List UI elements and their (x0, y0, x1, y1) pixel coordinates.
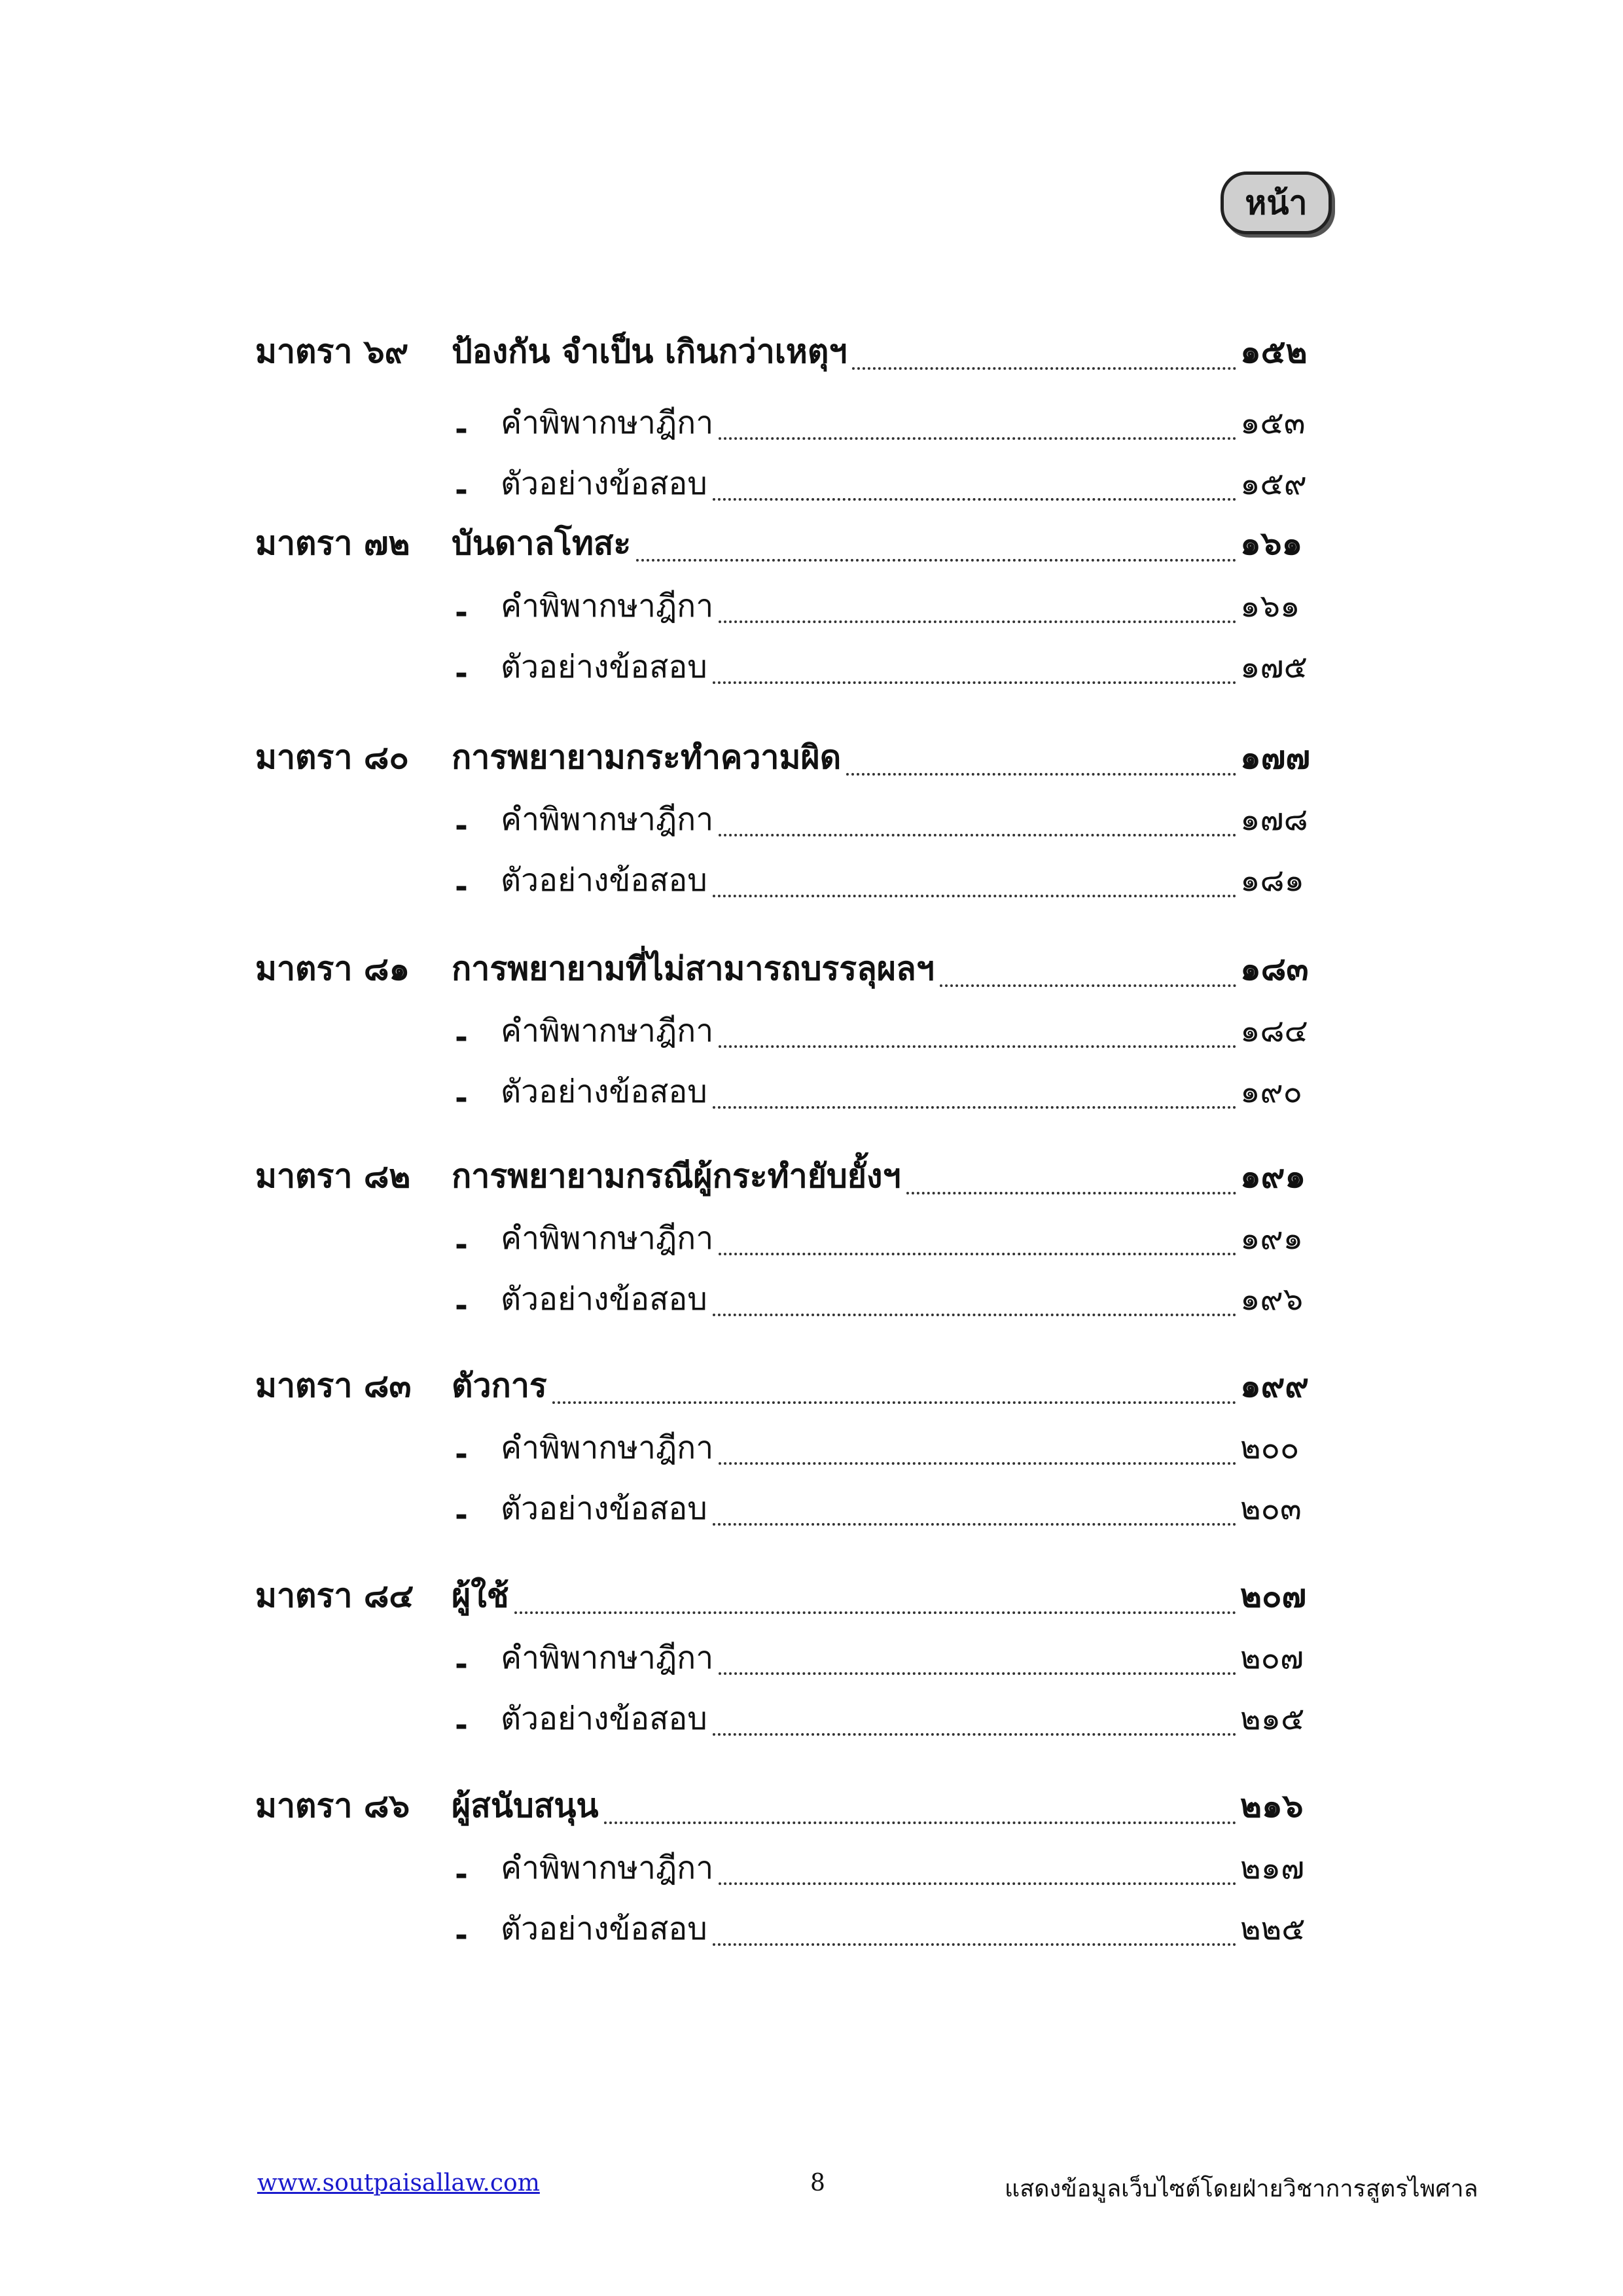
dot-leader (719, 1045, 1236, 1048)
bullet-dash: - (455, 1227, 468, 1263)
toc-section-row (255, 331, 1322, 378)
dot-leader (713, 681, 1236, 684)
dot-leader (552, 1401, 1236, 1404)
subitem-title: ตัวอย่างข้อสอบ (501, 1281, 707, 1318)
toc-section-row (255, 1785, 1322, 1832)
subitem-page-number: ๑๘๑ (1240, 862, 1304, 899)
section-title: บันดาลโทสะ (452, 524, 632, 562)
dot-leader (719, 1882, 1236, 1885)
toc-section-row (255, 522, 1322, 569)
bullet-dash: - (455, 1856, 468, 1893)
dot-leader (713, 1943, 1236, 1946)
dot-leader (719, 834, 1236, 836)
footer-credit: แสดงข้อมูลเว็บไซต์โดยฝ่ายวิชาการสูตรไพศาล (1005, 2176, 1478, 2202)
subitem-title: ตัวอย่างข้อสอบ (501, 862, 707, 899)
dot-leader (719, 620, 1236, 623)
section-page-number: ๑๖๑ (1240, 524, 1303, 562)
toc-subitem-row (255, 461, 1322, 509)
subitem-page-number: ๒๐๐ (1240, 1429, 1300, 1466)
section-page-number: ๑๙๙ (1240, 1367, 1309, 1405)
section-title: ผู้ใช้ (452, 1577, 509, 1615)
dot-leader (713, 1733, 1236, 1736)
subitem-title: ตัวอย่างข้อสอบ (501, 465, 707, 502)
toc-subitem-row (255, 797, 1322, 844)
bullet-dash: - (455, 1287, 468, 1324)
bullet-dash: - (455, 869, 468, 905)
bullet-dash: - (455, 1707, 468, 1744)
subitem-page-number: ๑๕๙ (1240, 465, 1307, 502)
dot-leader (713, 1523, 1236, 1526)
section-label: มาตรา ๘๓ (255, 1367, 412, 1405)
dot-leader (719, 1672, 1236, 1675)
subitem-title: ตัวอย่างข้อสอบ (501, 649, 707, 685)
subitem-page-number: ๑๗๘ (1240, 801, 1308, 838)
toc-subitem-row (255, 858, 1322, 905)
bullet-dash: - (455, 655, 468, 692)
subitem-title: คำพิพากษาฎีกา (501, 404, 714, 441)
dot-leader (719, 437, 1236, 440)
section-title: ผู้สนับสนุน (452, 1787, 599, 1825)
bullet-dash: - (455, 1646, 468, 1683)
toc-subitem-row (255, 1696, 1322, 1744)
bullet-dash: - (455, 1080, 468, 1117)
subitem-title: ตัวอย่างข้อสอบ (501, 1700, 707, 1737)
dot-leader (713, 1314, 1236, 1316)
subitem-title: คำพิพากษาฎีกา (501, 801, 714, 838)
toc-subitem-row (255, 645, 1322, 692)
section-label: มาตรา ๘๔ (255, 1577, 414, 1615)
subitem-title: คำพิพากษาฎีกา (501, 1640, 714, 1676)
subitem-title: ตัวอย่างข้อสอบ (501, 1073, 707, 1110)
section-title: การพยายามที่ไม่สามารถบรรลุผลฯ (452, 950, 935, 988)
toc-section-row (255, 1365, 1322, 1412)
section-title: การพยายามกรณีผู้กระทำยับยั้งฯ (452, 1157, 901, 1195)
section-label: มาตรา ๗๒ (255, 524, 410, 562)
toc-subitem-row (255, 1636, 1322, 1683)
section-page-number: ๒๐๗ (1240, 1577, 1307, 1615)
toc-section-row (255, 736, 1322, 783)
subitem-title: คำพิพากษาฎีกา (501, 1220, 714, 1257)
dot-leader (852, 367, 1236, 370)
bullet-dash: - (455, 1917, 468, 1954)
toc-subitem-row (255, 1486, 1322, 1534)
toc-subitem-row (255, 1846, 1322, 1893)
subitem-title: คำพิพากษาฎีกา (501, 1429, 714, 1466)
dot-leader (713, 1106, 1236, 1109)
subitem-title: ตัวอย่างข้อสอบ (501, 1490, 707, 1527)
section-page-number: ๑๙๑ (1240, 1157, 1306, 1195)
dot-leader (940, 984, 1236, 987)
subitem-page-number: ๑๗๕ (1240, 649, 1308, 685)
toc-subitem-row (255, 1907, 1322, 1954)
dot-leader (636, 559, 1236, 562)
dot-leader (514, 1611, 1236, 1614)
toc-subitem-row (255, 584, 1322, 631)
section-page-number: ๑๘๓ (1240, 950, 1309, 988)
section-label: มาตรา ๘๐ (255, 738, 409, 776)
subitem-title: ตัวอย่างข้อสอบ (501, 1910, 707, 1947)
dot-leader (713, 498, 1236, 501)
section-title: ตัวการ (452, 1367, 547, 1405)
dot-leader (906, 1192, 1236, 1194)
toc-subitem-row (255, 1426, 1322, 1473)
subitem-title: คำพิพากษาฎีกา (501, 1013, 714, 1049)
bullet-dash: - (455, 808, 468, 844)
subitem-page-number: ๒๑๗ (1240, 1850, 1305, 1886)
bullet-dash: - (455, 472, 468, 509)
dot-leader (719, 1462, 1236, 1465)
page-number: 8 (810, 2170, 825, 2197)
section-label: มาตรา ๖๙ (255, 332, 409, 370)
section-label: มาตรา ๘๖ (255, 1787, 410, 1825)
subitem-page-number: ๒๒๕ (1240, 1910, 1306, 1947)
toc-subitem-row (255, 1277, 1322, 1324)
bullet-dash: - (455, 594, 468, 631)
subitem-page-number: ๑๘๔ (1240, 1013, 1308, 1049)
toc-section-row (255, 1155, 1322, 1202)
bullet-dash: - (455, 1436, 468, 1473)
section-label: มาตรา ๘๑ (255, 950, 410, 988)
subitem-page-number: ๑๖๑ (1240, 588, 1300, 624)
subitem-page-number: ๒๐๗ (1240, 1640, 1304, 1676)
dot-leader (719, 1253, 1236, 1255)
dot-leader (846, 773, 1236, 776)
page-column-badge: หน้า (1221, 171, 1332, 234)
website-link[interactable]: www.soutpaisallaw.com (257, 2170, 540, 2197)
section-page-number: ๑๗๗ (1240, 738, 1310, 776)
toc-subitem-row (255, 1009, 1322, 1056)
dot-leader (713, 895, 1236, 897)
subitem-page-number: ๒๑๕ (1240, 1700, 1305, 1737)
section-title: การพยายามกระทำความผิด (452, 738, 842, 776)
toc-section-row (255, 948, 1322, 995)
subitem-title: คำพิพากษาฎีกา (501, 588, 714, 624)
subitem-page-number: ๑๙๖ (1240, 1281, 1304, 1318)
subitem-page-number: ๑๕๓ (1240, 404, 1306, 441)
subitem-page-number: ๑๙๐ (1240, 1073, 1302, 1110)
section-title: ป้องกัน จำเป็น เกินกว่าเหตุฯ (452, 332, 847, 370)
section-page-number: ๒๑๖ (1240, 1787, 1304, 1825)
toc-subitem-row (255, 401, 1322, 448)
subitem-page-number: ๒๐๓ (1240, 1490, 1302, 1527)
bullet-dash: - (455, 411, 468, 448)
section-page-number: ๑๕๒ (1240, 332, 1308, 370)
dot-leader (604, 1821, 1236, 1824)
bullet-dash: - (455, 1497, 468, 1534)
subitem-page-number: ๑๙๑ (1240, 1220, 1304, 1257)
bullet-dash: - (455, 1019, 468, 1056)
toc-section-row (255, 1575, 1322, 1622)
section-label: มาตรา ๘๒ (255, 1157, 411, 1195)
toc-subitem-row (255, 1216, 1322, 1263)
subitem-title: คำพิพากษาฎีกา (501, 1850, 714, 1886)
toc-subitem-row (255, 1069, 1322, 1117)
